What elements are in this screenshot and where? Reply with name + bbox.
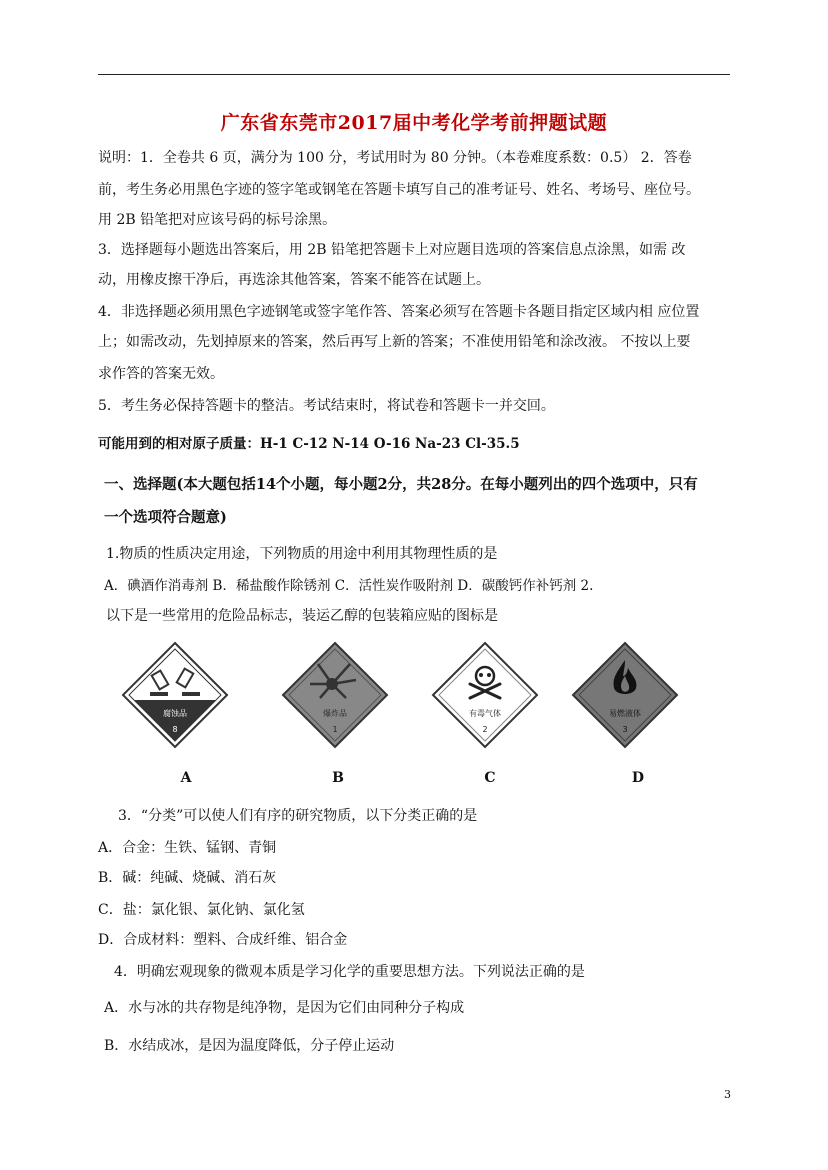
explosive-sign-icon: [280, 640, 390, 750]
question-3-stem: 3．“分类”可以使人们有序的研究物质，以下分类正确的是: [118, 808, 478, 824]
sign-label-c: C: [484, 770, 496, 786]
sign-number: 2: [482, 725, 488, 734]
question-3-option-d: D．合成材料：塑料、合成纤维、铝合金: [98, 932, 348, 948]
question-4-stem: 4．明确宏观现象的微观本质是学习化学的重要思想方法。下列说法正确的是: [114, 964, 585, 980]
question-1-options: A．碘酒作消毒剂 B．稀盐酸作除锈剂 C．活性炭作吸附剂 D．碳酸钙作补钙剂 2.: [104, 578, 594, 594]
sign-label-a: A: [180, 770, 192, 786]
hazard-signs: [98, 640, 738, 750]
sign-label-b: B: [332, 770, 344, 786]
instruction-line-2: 前，考生务必用黑色字迹的签字笔或钢笔在答题卡填写自己的准考证号、姓名、考场号、座位号。: [98, 182, 700, 198]
question-3-option-b: B．碱：纯碱、烧碱、消石灰: [98, 870, 277, 886]
question-1-stem: 1.物质的性质决定用途，下列物质的用途中利用其物理性质的是: [106, 546, 498, 562]
flammable-liquid-sign-icon: [570, 640, 680, 750]
instruction-line-1: 说明：1．全卷共 6 页，满分为 100 分，考试用时为 80 分钟。（本卷难度系数：0.5） 2．答卷: [98, 150, 692, 166]
sign-text: 有毒气体: [469, 709, 501, 718]
page-title: 广东省东莞市2017届中考化学考前押题试题: [220, 112, 608, 134]
section-heading-1: 一、选择题(本大题包括14个小题，每小题2分，共28分。在每小题列出的四个选项中，只有: [104, 476, 698, 493]
section-heading-2: 一个选项符合题意): [104, 509, 227, 526]
instruction-line-7: 上；如需改动，先划掉原来的答案，然后再写上新的答案；不准使用铅笔和涂改液。 不按以上要: [98, 334, 691, 350]
question-4-option-a: A．水与冰的共存物是纯净物，是因为它们由同种分子构成: [104, 1000, 465, 1016]
question-3-option-c: C．盐：氯化银、氯化钠、氯化氢: [98, 902, 305, 918]
page-number: 3: [724, 1088, 731, 1101]
header-rule: [98, 74, 730, 75]
atomic-masses: 可能用到的相对原子质量：H-1 C-12 N-14 O-16 Na-23 Cl-35.5: [98, 436, 520, 452]
question-4-option-b: B．水结成冰，是因为温度降低，分子停止运动: [104, 1038, 395, 1054]
sign-text: 腐蚀品: [163, 709, 187, 718]
corrosive-sign-icon: [120, 640, 230, 750]
sign-number: 1: [332, 725, 338, 734]
question-3-option-a: A．合金：生铁、锰钢、青铜: [98, 840, 277, 856]
instruction-line-9: 5．考生务必保持答题卡的整洁。考试结束时，将试卷和答题卡一并交回。: [98, 398, 555, 414]
instruction-line-3: 用 2B 铅笔把对应该号码的标号涂黑。: [98, 212, 337, 228]
toxic-gas-sign-icon: [430, 640, 540, 750]
instruction-line-6: 4．非选择题必须用黑色字迹钢笔或签字笔作答、答案必须写在答题卡各题目指定区域内相 应位置: [98, 304, 700, 320]
instruction-line-5: 动，用橡皮擦干净后，再选涂其他答案，答案不能答在试题上。: [98, 272, 490, 288]
instruction-line-8: 求作答的答案无效。: [98, 366, 224, 382]
sign-number: 3: [622, 725, 628, 734]
sign-text: 爆炸品: [323, 709, 347, 718]
question-2-stem: 以下是一些常用的危险品标志，装运乙醇的包装箱应贴的图标是: [106, 608, 498, 624]
sign-text: 易燃液体: [609, 709, 641, 718]
sign-number: 8: [172, 725, 178, 734]
sign-label-d: D: [631, 770, 645, 786]
instruction-line-4: 3．选择题每小题选出答案后，用 2B 铅笔把答题卡上对应题目选项的答案信息点涂黑，如需 改: [98, 242, 686, 258]
